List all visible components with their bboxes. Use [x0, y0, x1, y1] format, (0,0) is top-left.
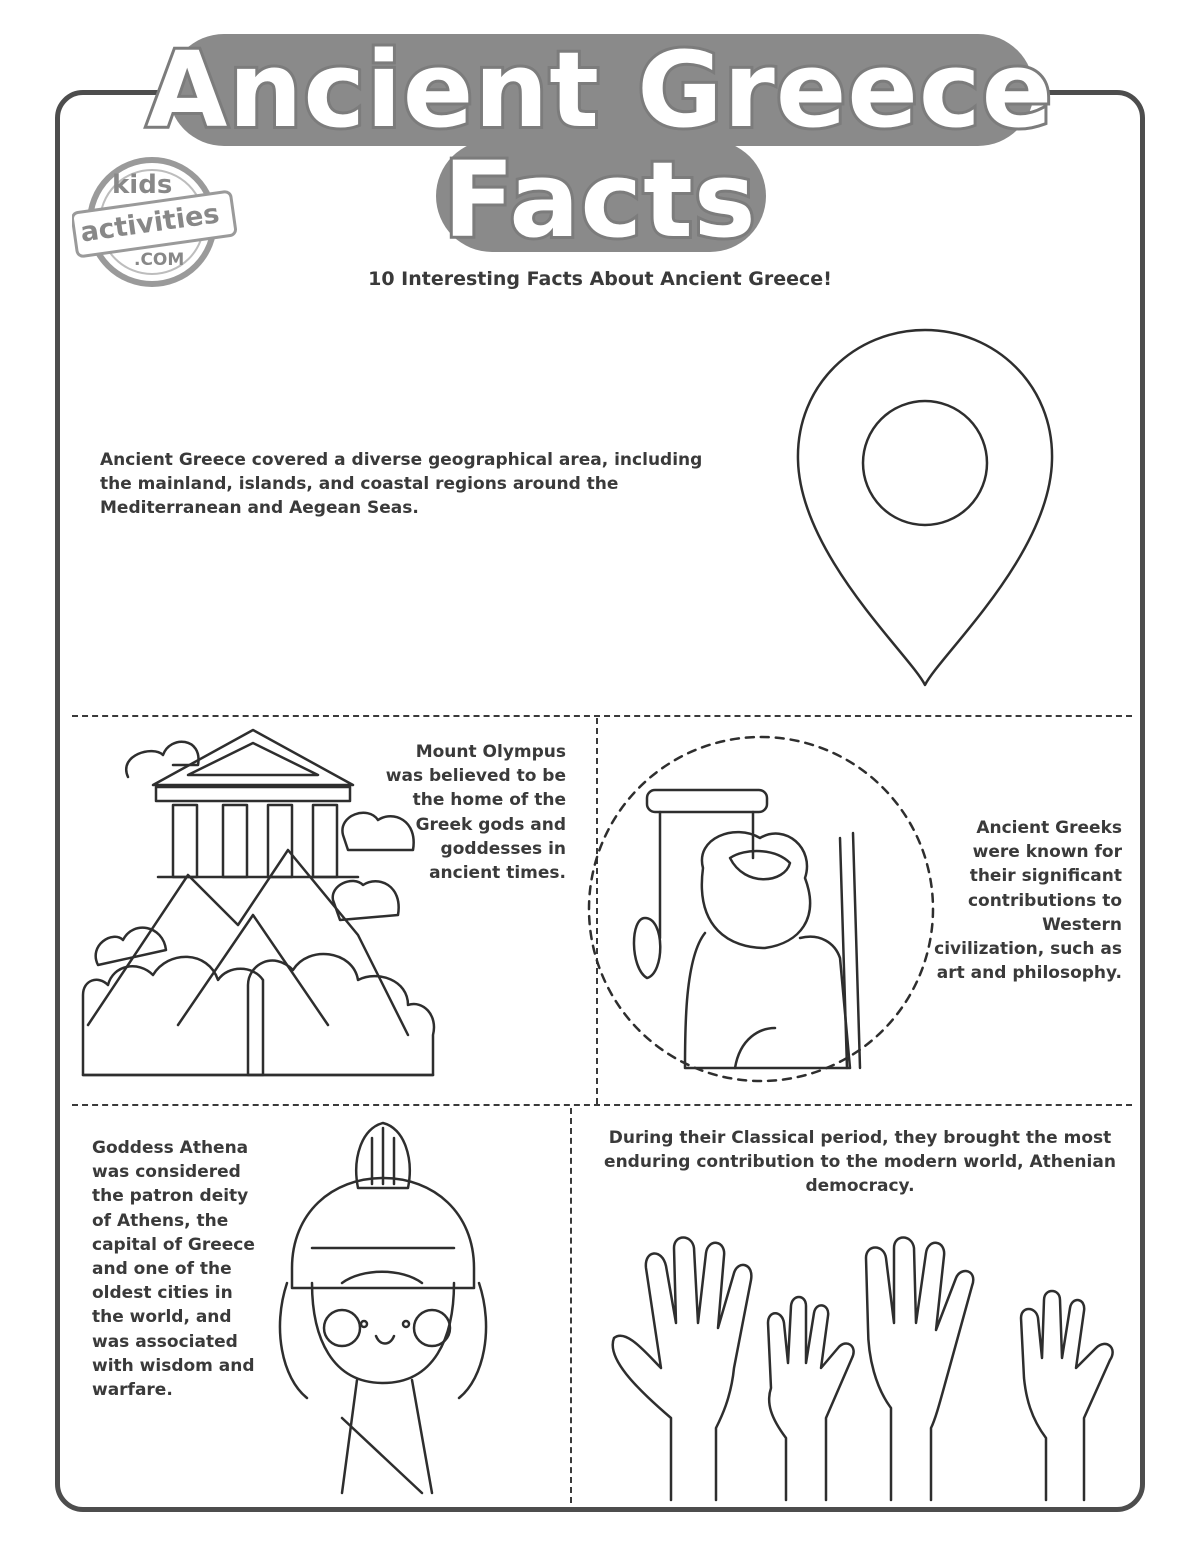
location-pin-icon — [780, 325, 1070, 695]
divider-1 — [72, 715, 1132, 717]
fact-mount-olympus: Mount Olympus was believed to be the home of the Greek gods and goddesses in ancient times. — [385, 742, 566, 884]
page-subtitle: 10 Interesting Facts About Ancient Greece! — [368, 268, 832, 290]
page-title-line2: Facts — [443, 139, 757, 261]
philosopher-with-scroll-icon — [585, 728, 937, 1090]
athena-icon — [272, 1118, 494, 1498]
logo-kids: kids — [112, 170, 173, 200]
logo-com: .COM — [134, 250, 185, 270]
fact-athena: Goddess Athena was considered the patron deity of Athens, the capital of Greece and one of the oldest cities in the world, and was associated with wisdom and warfare. — [92, 1138, 255, 1401]
logo-activities: activities — [78, 198, 222, 249]
fact-democracy: During their Classical period, they brought the most enduring contribution to the modern world, Athenian democracy. — [604, 1128, 1116, 1197]
divider-vertical-2 — [570, 1108, 572, 1503]
raised-hands-icon — [606, 1238, 1146, 1500]
fact-western-civilization: Ancient Greeks were known for their significant contributions to Western civilization, such as art and philosophy. — [934, 818, 1122, 984]
fact-geography: Ancient Greece covered a diverse geographical area, including the mainland, islands, and coastal regions around the Mediterranean and Aegean Seas. — [100, 450, 703, 519]
divider-2 — [72, 1104, 1132, 1106]
page-title: Ancient Greece — [146, 29, 1054, 151]
